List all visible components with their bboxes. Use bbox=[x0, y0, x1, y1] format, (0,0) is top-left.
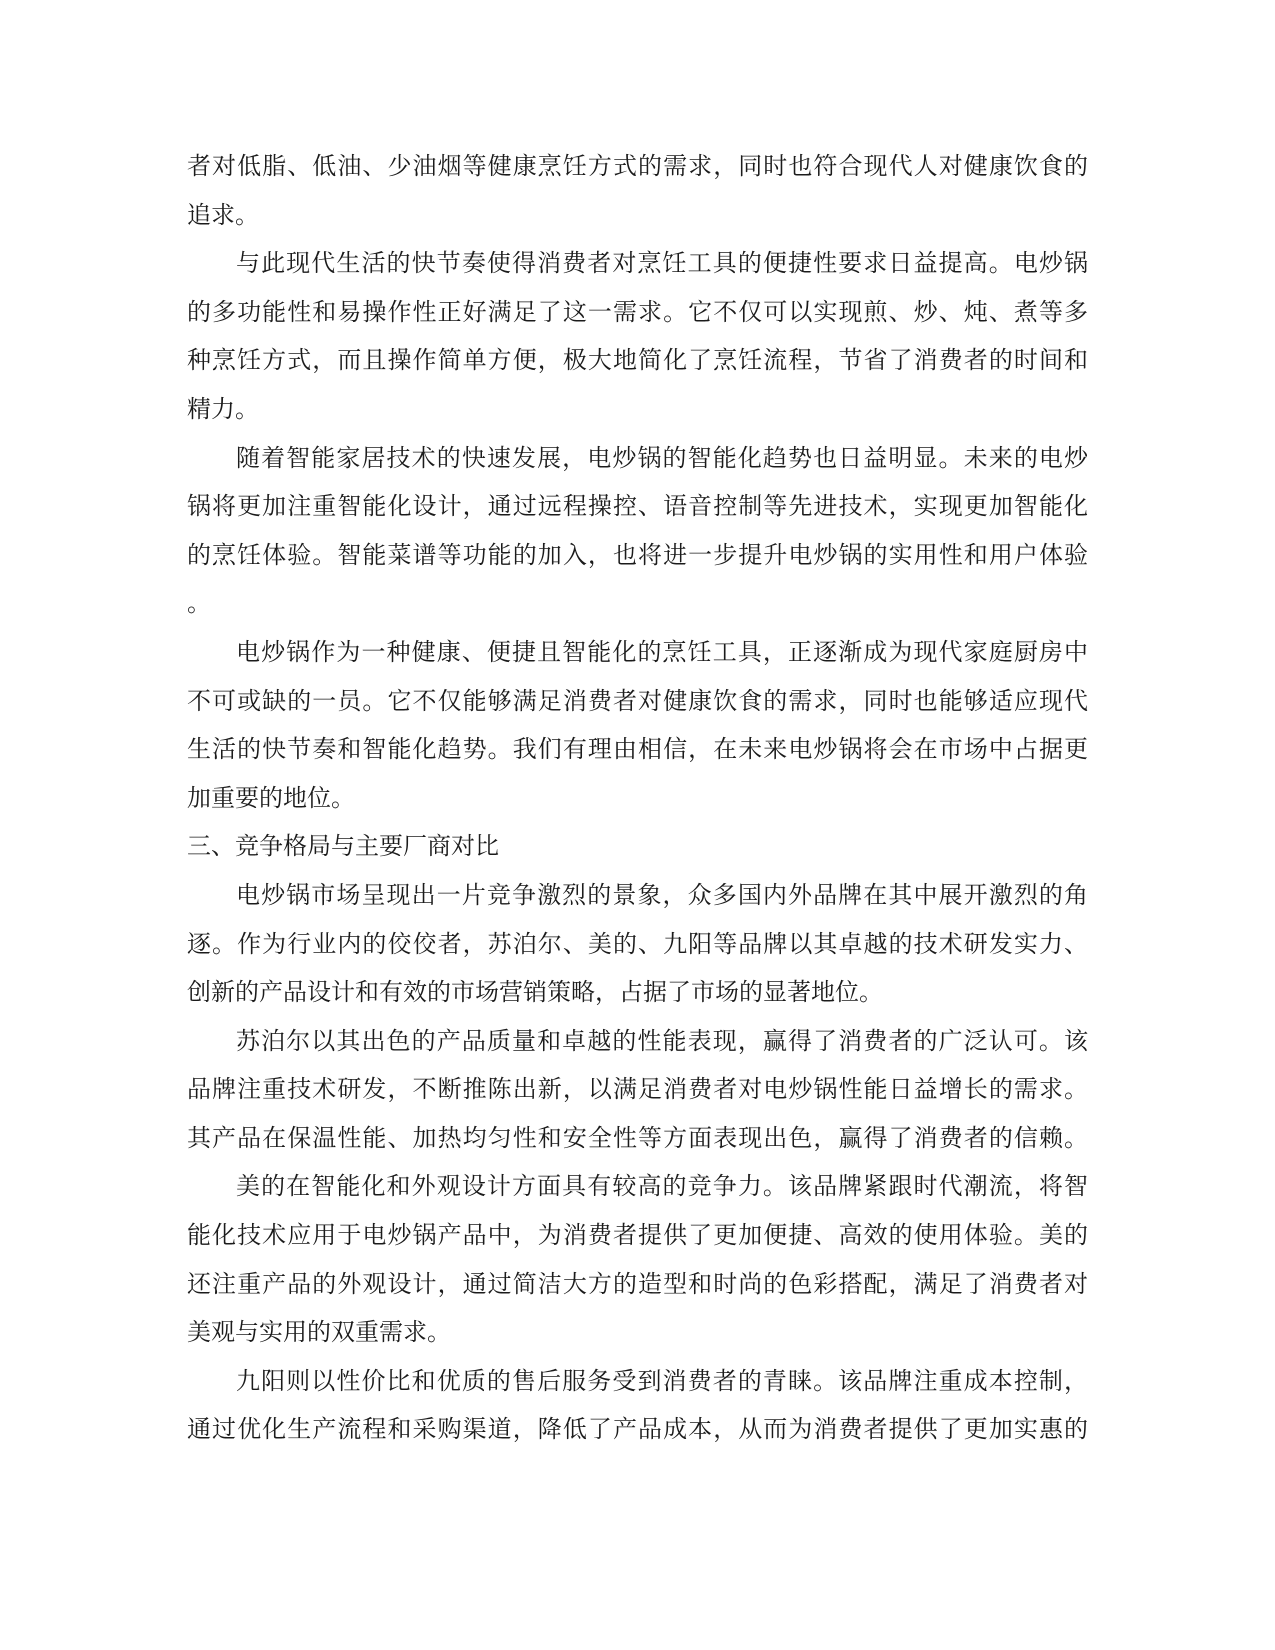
text-line: 美的在智能化和外观设计方面具有较高的竞争力。该品牌紧跟时代潮流，将智 bbox=[236, 1174, 1088, 1201]
text-line: 其产品在保温性能、加热均匀性和安全性等方面表现出色，赢得了消费者的信赖。 bbox=[187, 1125, 1088, 1152]
document-text-block bbox=[187, 143, 1088, 1455]
text-line: 的多功能性和易操作性正好满足了这一需求。它不仅可以实现煎、炒、炖、煮等多 bbox=[187, 299, 1088, 326]
text-line: 电炒锅市场呈现出一片竞争激烈的景象，众多国内外品牌在其中展开激烈的角 bbox=[236, 882, 1088, 909]
text-line: 创新的产品设计和有效的市场营销策略，占据了市场的显著地位。 bbox=[187, 980, 883, 1007]
text-line: 还注重产品的外观设计，通过简洁大方的造型和时尚的色彩搭配，满足了消费者对 bbox=[187, 1271, 1088, 1298]
text-line: 与此现代生活的快节奏使得消费者对烹饪工具的便捷性要求日益提高。电炒锅 bbox=[236, 251, 1088, 278]
text-line: 生活的快节奏和智能化趋势。我们有理由相信，在未来电炒锅将会在市场中占据更 bbox=[187, 737, 1088, 764]
text-line: 精力。 bbox=[187, 396, 259, 423]
section-heading: 三、竞争格局与主要厂商对比 bbox=[187, 834, 499, 861]
text-line: 美观与实用的双重需求。 bbox=[187, 1320, 451, 1347]
text-line: 种烹饪方式，而且操作简单方便，极大地简化了烹饪流程，节省了消费者的时间和 bbox=[187, 348, 1088, 375]
text-line: 的烹饪体验。智能菜谱等功能的加入，也将进一步提升电炒锅的实用性和用户体验 bbox=[187, 542, 1088, 569]
text-line: 随着智能家居技术的快速发展，电炒锅的智能化趋势也日益明显。未来的电炒 bbox=[236, 445, 1088, 472]
text-line: 苏泊尔以其出色的产品质量和卓越的性能表现，赢得了消费者的广泛认可。该 bbox=[236, 1028, 1088, 1055]
text-line: 。 bbox=[187, 591, 211, 618]
text-line: 通过优化生产流程和采购渠道，降低了产品成本，从而为消费者提供了更加实惠的 bbox=[187, 1417, 1088, 1444]
text-line: 能化技术应用于电炒锅产品中，为消费者提供了更加便捷、高效的使用体验。美的 bbox=[187, 1223, 1088, 1250]
text-line: 锅将更加注重智能化设计，通过远程操控、语音控制等先进技术，实现更加智能化 bbox=[187, 494, 1088, 521]
text-line: 者对低脂、低油、少油烟等健康烹饪方式的需求，同时也符合现代人对健康饮食的 bbox=[187, 154, 1088, 180]
text-line: 追求。 bbox=[187, 202, 259, 229]
text-line: 品牌注重技术研发，不断推陈出新，以满足消费者对电炒锅性能日益增长的需求。 bbox=[187, 1077, 1088, 1104]
text-line: 九阳则以性价比和优质的售后服务受到消费者的青睐。该品牌注重成本控制， bbox=[236, 1368, 1088, 1395]
text-line: 加重要的地位。 bbox=[187, 785, 355, 812]
text-line: 电炒锅作为一种健康、便捷且智能化的烹饪工具，正逐渐成为现代家庭厨房中 bbox=[236, 639, 1088, 666]
text-line: 不可或缺的一员。它不仅能够满足消费者对健康饮食的需求，同时也能够适应现代 bbox=[187, 688, 1088, 715]
text-line: 逐。作为行业内的佼佼者，苏泊尔、美的、九阳等品牌以其卓越的技术研发实力、 bbox=[187, 931, 1088, 958]
